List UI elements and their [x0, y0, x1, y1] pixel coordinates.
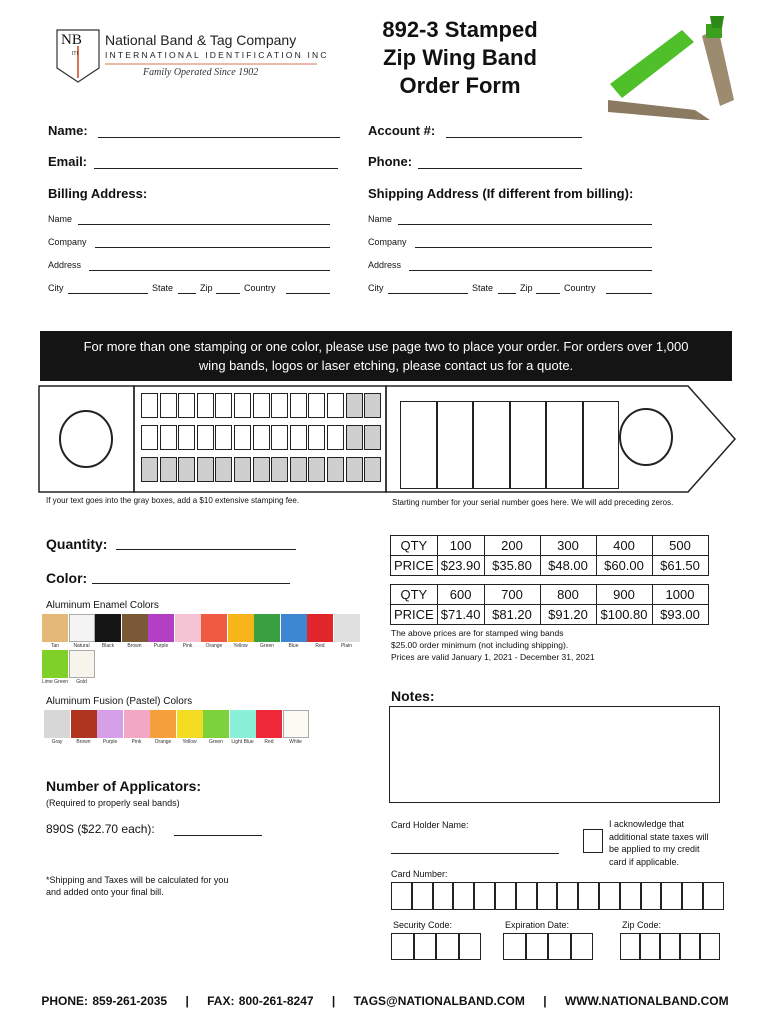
- qty-label: QTY: [391, 585, 438, 605]
- expiration-digit-box[interactable]: [526, 933, 549, 960]
- banner-line-2: wing bands, logos or laser etching, please contact us for a quote.: [198, 358, 574, 373]
- expiration-digit-box[interactable]: [503, 933, 526, 960]
- banner-line-1: For more than one stamping or one color, please use page two to place your order. For orders over 1,000: [83, 339, 689, 354]
- footer-website-link[interactable]: WWW.NATIONALBAND.COM: [564, 994, 729, 1008]
- form-title: [360, 16, 560, 100]
- card-holder-input[interactable]: [391, 853, 559, 854]
- color-swatch-label: Tan: [50, 643, 60, 649]
- quantity-input[interactable]: [116, 549, 296, 550]
- stamp-char-box[interactable]: [253, 457, 270, 482]
- price-cell: $93.00: [652, 605, 708, 625]
- title-line-2: Zip Wing Band: [383, 45, 537, 70]
- qty-cell: 500: [652, 536, 708, 556]
- phone-label: Phone:: [368, 154, 413, 169]
- qty-cell: 300: [540, 536, 596, 556]
- email-label: Email:: [48, 154, 88, 169]
- stamp-char-box[interactable]: [346, 457, 363, 482]
- price-table-2: [390, 584, 709, 625]
- price-cell: $60.00: [596, 556, 652, 576]
- color-swatch-label: Green: [209, 739, 223, 745]
- company-division: INTERNATIONAL IDENTIFICATION INC: [105, 50, 329, 60]
- color-swatch: [334, 614, 360, 642]
- table-row: [391, 536, 709, 556]
- card-number-label: Card Number:: [391, 869, 448, 879]
- shipping-company-input[interactable]: [415, 247, 652, 248]
- applicators-heading: Number of Applicators:: [46, 778, 202, 794]
- notes-heading: Notes:: [391, 688, 435, 704]
- color-swatch: [148, 614, 174, 642]
- stamp-char-box[interactable]: [178, 393, 195, 418]
- quantity-label: Quantity:: [46, 536, 108, 552]
- color-swatch: [122, 614, 148, 642]
- phone-input[interactable]: [418, 168, 582, 169]
- stamp-char-box[interactable]: [253, 425, 270, 450]
- color-swatch: [42, 614, 68, 642]
- title-line-1: 892-3 Stamped: [382, 17, 538, 42]
- logo-small-text: ITI: [72, 51, 78, 57]
- shipping-country-label: Country: [564, 283, 596, 293]
- color-swatch: [177, 710, 203, 738]
- price-cell: $23.90: [437, 556, 484, 576]
- pricing-note: $25.00 order minimum (not including shipping).: [391, 640, 569, 650]
- security-digit-box[interactable]: [391, 933, 414, 960]
- stamp-char-box[interactable]: [290, 425, 307, 450]
- stamp-char-box[interactable]: [364, 393, 381, 418]
- zip-digit-box[interactable]: [700, 933, 720, 960]
- security-digit-box[interactable]: [459, 933, 482, 960]
- stamp-char-box[interactable]: [197, 393, 214, 418]
- qty-cell: 600: [437, 585, 484, 605]
- expiration-digit-box[interactable]: [571, 933, 594, 960]
- footer-phone: PHONE: 859-261-2035: [41, 994, 168, 1008]
- stamp-char-box[interactable]: [271, 425, 288, 450]
- price-table-1: [390, 535, 709, 576]
- applicator-890s-input[interactable]: [174, 835, 262, 836]
- acknowledge-line: I acknowledge that: [609, 819, 685, 829]
- color-swatch-label: Orange: [205, 643, 223, 649]
- stamp-char-box[interactable]: [364, 457, 381, 482]
- shipping-address-label: Address: [368, 260, 402, 270]
- color-swatch-label: Yellow: [233, 643, 248, 649]
- stamp-char-box[interactable]: [215, 393, 232, 418]
- color-swatch: [150, 710, 176, 738]
- pricing-note: The above prices are for stamped wing bands: [391, 628, 564, 638]
- expiration-digit-box[interactable]: [548, 933, 571, 960]
- shipping-state-label: State: [472, 283, 494, 293]
- stamp-char-box[interactable]: [271, 393, 288, 418]
- color-swatch: [307, 614, 333, 642]
- color-swatch: [283, 710, 309, 738]
- info-banner: [40, 331, 732, 381]
- footer-separator: |: [331, 994, 336, 1008]
- billing-heading: Billing Address:: [48, 186, 148, 201]
- card-digit-box[interactable]: [433, 882, 454, 910]
- gray-box-note: If your text goes into the gray boxes, add a $10 extensive stamping fee.: [46, 496, 300, 505]
- stamp-char-box[interactable]: [197, 457, 214, 482]
- price-cell: $91.20: [540, 605, 596, 625]
- acknowledge-checkbox[interactable]: [583, 829, 603, 853]
- qty-cell: 800: [540, 585, 596, 605]
- stamp-char-box[interactable]: [308, 457, 325, 482]
- acknowledge-line: additional state taxes will: [609, 831, 709, 842]
- pastel-heading: Aluminum Fusion (Pastel) Colors: [46, 696, 193, 707]
- card-digit-box[interactable]: [703, 882, 724, 910]
- color-swatch: [124, 710, 150, 738]
- stamp-char-box[interactable]: [346, 425, 363, 450]
- price-cell: $81.20: [484, 605, 540, 625]
- zip-digit-box[interactable]: [660, 933, 680, 960]
- shipping-name-label: Name: [368, 214, 393, 224]
- color-swatch: [256, 710, 282, 738]
- card-digit-box[interactable]: [537, 882, 558, 910]
- name-input[interactable]: [98, 137, 340, 138]
- qty-cell: 1000: [652, 585, 708, 605]
- card-digit-box[interactable]: [391, 882, 412, 910]
- acknowledge-line: be applied to my credit: [609, 844, 700, 854]
- color-swatch-label: Blue: [288, 643, 299, 649]
- title-line-3: Order Form: [399, 73, 521, 98]
- serial-digit-box[interactable]: [400, 401, 437, 489]
- zip-digit-box[interactable]: [680, 933, 700, 960]
- price-cell: $71.40: [437, 605, 484, 625]
- price-cell: $48.00: [540, 556, 596, 576]
- stamp-char-box[interactable]: [327, 393, 344, 418]
- name-label: Name:: [48, 123, 88, 138]
- shipping-city-input[interactable]: [388, 293, 468, 294]
- card-digit-box[interactable]: [516, 882, 537, 910]
- billing-zip-input[interactable]: [216, 293, 240, 294]
- color-input[interactable]: [92, 583, 290, 584]
- wing-band-photo: [600, 12, 750, 132]
- stamp-char-box[interactable]: [308, 393, 325, 418]
- stamp-char-box[interactable]: [253, 393, 270, 418]
- email-input[interactable]: [94, 168, 338, 169]
- qty-cell: 200: [484, 536, 540, 556]
- band-hole-right-icon: [620, 409, 672, 465]
- serial-digit-box[interactable]: [583, 401, 620, 489]
- pricing-note: Prices are valid January 1, 2021 - December 31, 2021: [391, 652, 595, 662]
- billing-company-input[interactable]: [95, 247, 330, 248]
- color-swatch-label: Pink: [131, 739, 142, 745]
- stamp-char-box[interactable]: [290, 457, 307, 482]
- stamp-char-box[interactable]: [290, 393, 307, 418]
- shipping-zip-input[interactable]: [536, 293, 560, 294]
- card-digit-box[interactable]: [599, 882, 620, 910]
- stamp-char-box[interactable]: [160, 393, 177, 418]
- applicators-subtext: (Required to properly seal bands): [46, 798, 180, 808]
- stamp-char-box[interactable]: [141, 393, 158, 418]
- color-swatch-label: Brown: [76, 739, 91, 745]
- color-swatch-label: Purple: [153, 643, 169, 649]
- qty-cell: 100: [437, 536, 484, 556]
- footer-separator: |: [185, 994, 189, 1008]
- stamp-char-box[interactable]: [178, 457, 195, 482]
- color-swatch-label: White: [289, 739, 302, 745]
- color-swatch: [203, 710, 229, 738]
- company-tagline: Family Operated Since 1902: [143, 67, 259, 78]
- zip-digit-box[interactable]: [640, 933, 660, 960]
- price-cell: $61.50: [652, 556, 708, 576]
- security-digit-box[interactable]: [414, 933, 437, 960]
- stamp-char-box[interactable]: [215, 425, 232, 450]
- logo-letters: NB: [61, 32, 82, 48]
- serial-digit-box[interactable]: [510, 401, 547, 489]
- qty-cell: 700: [484, 585, 540, 605]
- stamp-char-box[interactable]: [327, 425, 344, 450]
- color-swatch-label: Red: [264, 739, 274, 745]
- band-hole-left-icon: [60, 411, 112, 467]
- color-swatch-label: Plain: [340, 643, 353, 649]
- color-swatch-label: Orange: [154, 739, 172, 745]
- expiration-date-label: Expiration Date:: [505, 920, 570, 930]
- stamp-char-box[interactable]: [308, 425, 325, 450]
- billing-address-input[interactable]: [89, 270, 330, 271]
- table-row: [391, 585, 709, 605]
- billing-state-label: State: [152, 283, 174, 293]
- color-swatch: [228, 614, 254, 642]
- serial-digit-box[interactable]: [546, 401, 583, 489]
- stamp-char-box[interactable]: [178, 425, 195, 450]
- card-digit-box[interactable]: [682, 882, 703, 910]
- stamp-char-box[interactable]: [160, 425, 177, 450]
- shipping-tax-note: [46, 874, 228, 898]
- shipping-city-label: City: [368, 283, 384, 293]
- qty-cell: 400: [596, 536, 652, 556]
- stamp-char-box[interactable]: [215, 457, 232, 482]
- footer: [0, 994, 770, 1008]
- color-swatch-label: Green: [260, 643, 274, 649]
- card-digit-box[interactable]: [412, 882, 433, 910]
- color-swatch-label: Gold: [76, 679, 87, 685]
- serial-digit-box[interactable]: [473, 401, 510, 489]
- card-holder-label: Card Holder Name:: [391, 820, 469, 830]
- stamp-char-box[interactable]: [141, 457, 158, 482]
- billing-zip-label: Zip: [200, 283, 213, 293]
- card-digit-box[interactable]: [661, 882, 682, 910]
- color-swatch-label: Gray: [51, 739, 63, 745]
- stamp-char-box[interactable]: [364, 425, 381, 450]
- stamp-char-box[interactable]: [346, 393, 363, 418]
- color-swatch-label: Lime Green: [41, 679, 69, 685]
- color-swatch-label: Yellow: [182, 739, 197, 745]
- billing-city-label: City: [48, 283, 64, 293]
- account-label: Account #:: [368, 123, 436, 138]
- card-digit-box[interactable]: [578, 882, 599, 910]
- price-cell: $35.80: [484, 556, 540, 576]
- card-digit-box[interactable]: [620, 882, 641, 910]
- card-digit-box[interactable]: [557, 882, 578, 910]
- card-digit-box[interactable]: [641, 882, 662, 910]
- color-swatch-label: Brown: [127, 643, 142, 649]
- shipping-address-input[interactable]: [409, 270, 652, 271]
- color-swatch-label: Red: [315, 643, 325, 649]
- color-swatch: [254, 614, 280, 642]
- security-digit-box[interactable]: [436, 933, 459, 960]
- billing-country-label: Country: [244, 283, 276, 293]
- color-label: Color:: [46, 570, 88, 586]
- stamp-char-box[interactable]: [234, 425, 251, 450]
- zip-digit-box[interactable]: [620, 933, 640, 960]
- billing-state-input[interactable]: [178, 293, 196, 294]
- security-code-label: Security Code:: [393, 920, 453, 930]
- card-digit-box[interactable]: [495, 882, 516, 910]
- color-swatch: [71, 710, 97, 738]
- color-swatch: [201, 614, 227, 642]
- shipping-tax-note-line: and added onto your final bill.: [46, 887, 164, 897]
- enamel-heading: Aluminum Enamel Colors: [46, 600, 159, 611]
- billing-country-input[interactable]: [286, 293, 330, 294]
- price-cell: $100.80: [596, 605, 652, 625]
- color-swatch: [175, 614, 201, 642]
- footer-email-link[interactable]: TAGS@NATIONALBAND.COM: [353, 994, 525, 1008]
- qty-label: QTY: [391, 536, 438, 556]
- account-input[interactable]: [446, 137, 582, 138]
- stamp-char-box[interactable]: [234, 393, 251, 418]
- shipping-company-label: Company: [368, 237, 407, 247]
- shipping-tax-note-line: *Shipping and Taxes will be calculated for you: [46, 875, 229, 885]
- price-label: PRICE: [391, 556, 438, 576]
- billing-name-input[interactable]: [78, 224, 330, 225]
- serial-digit-box[interactable]: [437, 401, 474, 489]
- color-swatch: [97, 710, 123, 738]
- price-label: PRICE: [391, 605, 438, 625]
- serial-note: Starting number for your serial number goes here. We will add preceding zeros.: [392, 498, 674, 507]
- shipping-name-input[interactable]: [398, 224, 652, 225]
- shipping-state-input[interactable]: [498, 293, 516, 294]
- acknowledge-text: [609, 818, 709, 868]
- acknowledge-line: card if applicable.: [609, 856, 680, 867]
- color-swatch-label: Light Blue: [231, 739, 254, 745]
- pricing-notes: [391, 627, 595, 663]
- billing-name-label: Name: [48, 214, 73, 224]
- color-swatch: [281, 614, 307, 642]
- footer-fax: FAX: 800-261-8247: [207, 994, 314, 1008]
- stamp-char-box[interactable]: [327, 457, 344, 482]
- color-swatch: [95, 614, 121, 642]
- color-swatch: [69, 650, 95, 678]
- applicator-890s-label: 890S ($22.70 each):: [46, 822, 155, 836]
- notes-textarea[interactable]: [389, 706, 720, 803]
- stamp-char-box[interactable]: [234, 457, 251, 482]
- color-swatch: [69, 614, 95, 642]
- color-swatch: [44, 710, 70, 738]
- company-logo: [55, 28, 329, 84]
- billing-company-label: Company: [48, 237, 87, 247]
- stamp-char-box[interactable]: [141, 425, 158, 450]
- billing-city-input[interactable]: [68, 293, 148, 294]
- stamp-char-box[interactable]: [197, 425, 214, 450]
- color-swatch-label: Natural: [73, 643, 90, 649]
- card-digit-box[interactable]: [453, 882, 474, 910]
- shipping-zip-label: Zip: [520, 283, 533, 293]
- qty-cell: 900: [596, 585, 652, 605]
- color-swatch-label: Pink: [182, 643, 193, 649]
- shipping-heading: Shipping Address (If different from billing):: [368, 186, 634, 201]
- footer-separator: |: [543, 994, 547, 1008]
- stamp-char-box[interactable]: [160, 457, 177, 482]
- color-swatch: [42, 650, 68, 678]
- shipping-country-input[interactable]: [606, 293, 652, 294]
- color-swatch-label: Black: [101, 643, 115, 649]
- zip-code-label: Zip Code:: [622, 920, 662, 930]
- card-digit-box[interactable]: [474, 882, 495, 910]
- billing-address-label: Address: [48, 260, 82, 270]
- color-swatch: [230, 710, 256, 738]
- stamp-char-box[interactable]: [271, 457, 288, 482]
- table-row: [391, 556, 709, 576]
- table-row: [391, 605, 709, 625]
- company-name: National Band & Tag Company: [105, 32, 297, 48]
- color-swatch-label: Purple: [102, 739, 118, 745]
